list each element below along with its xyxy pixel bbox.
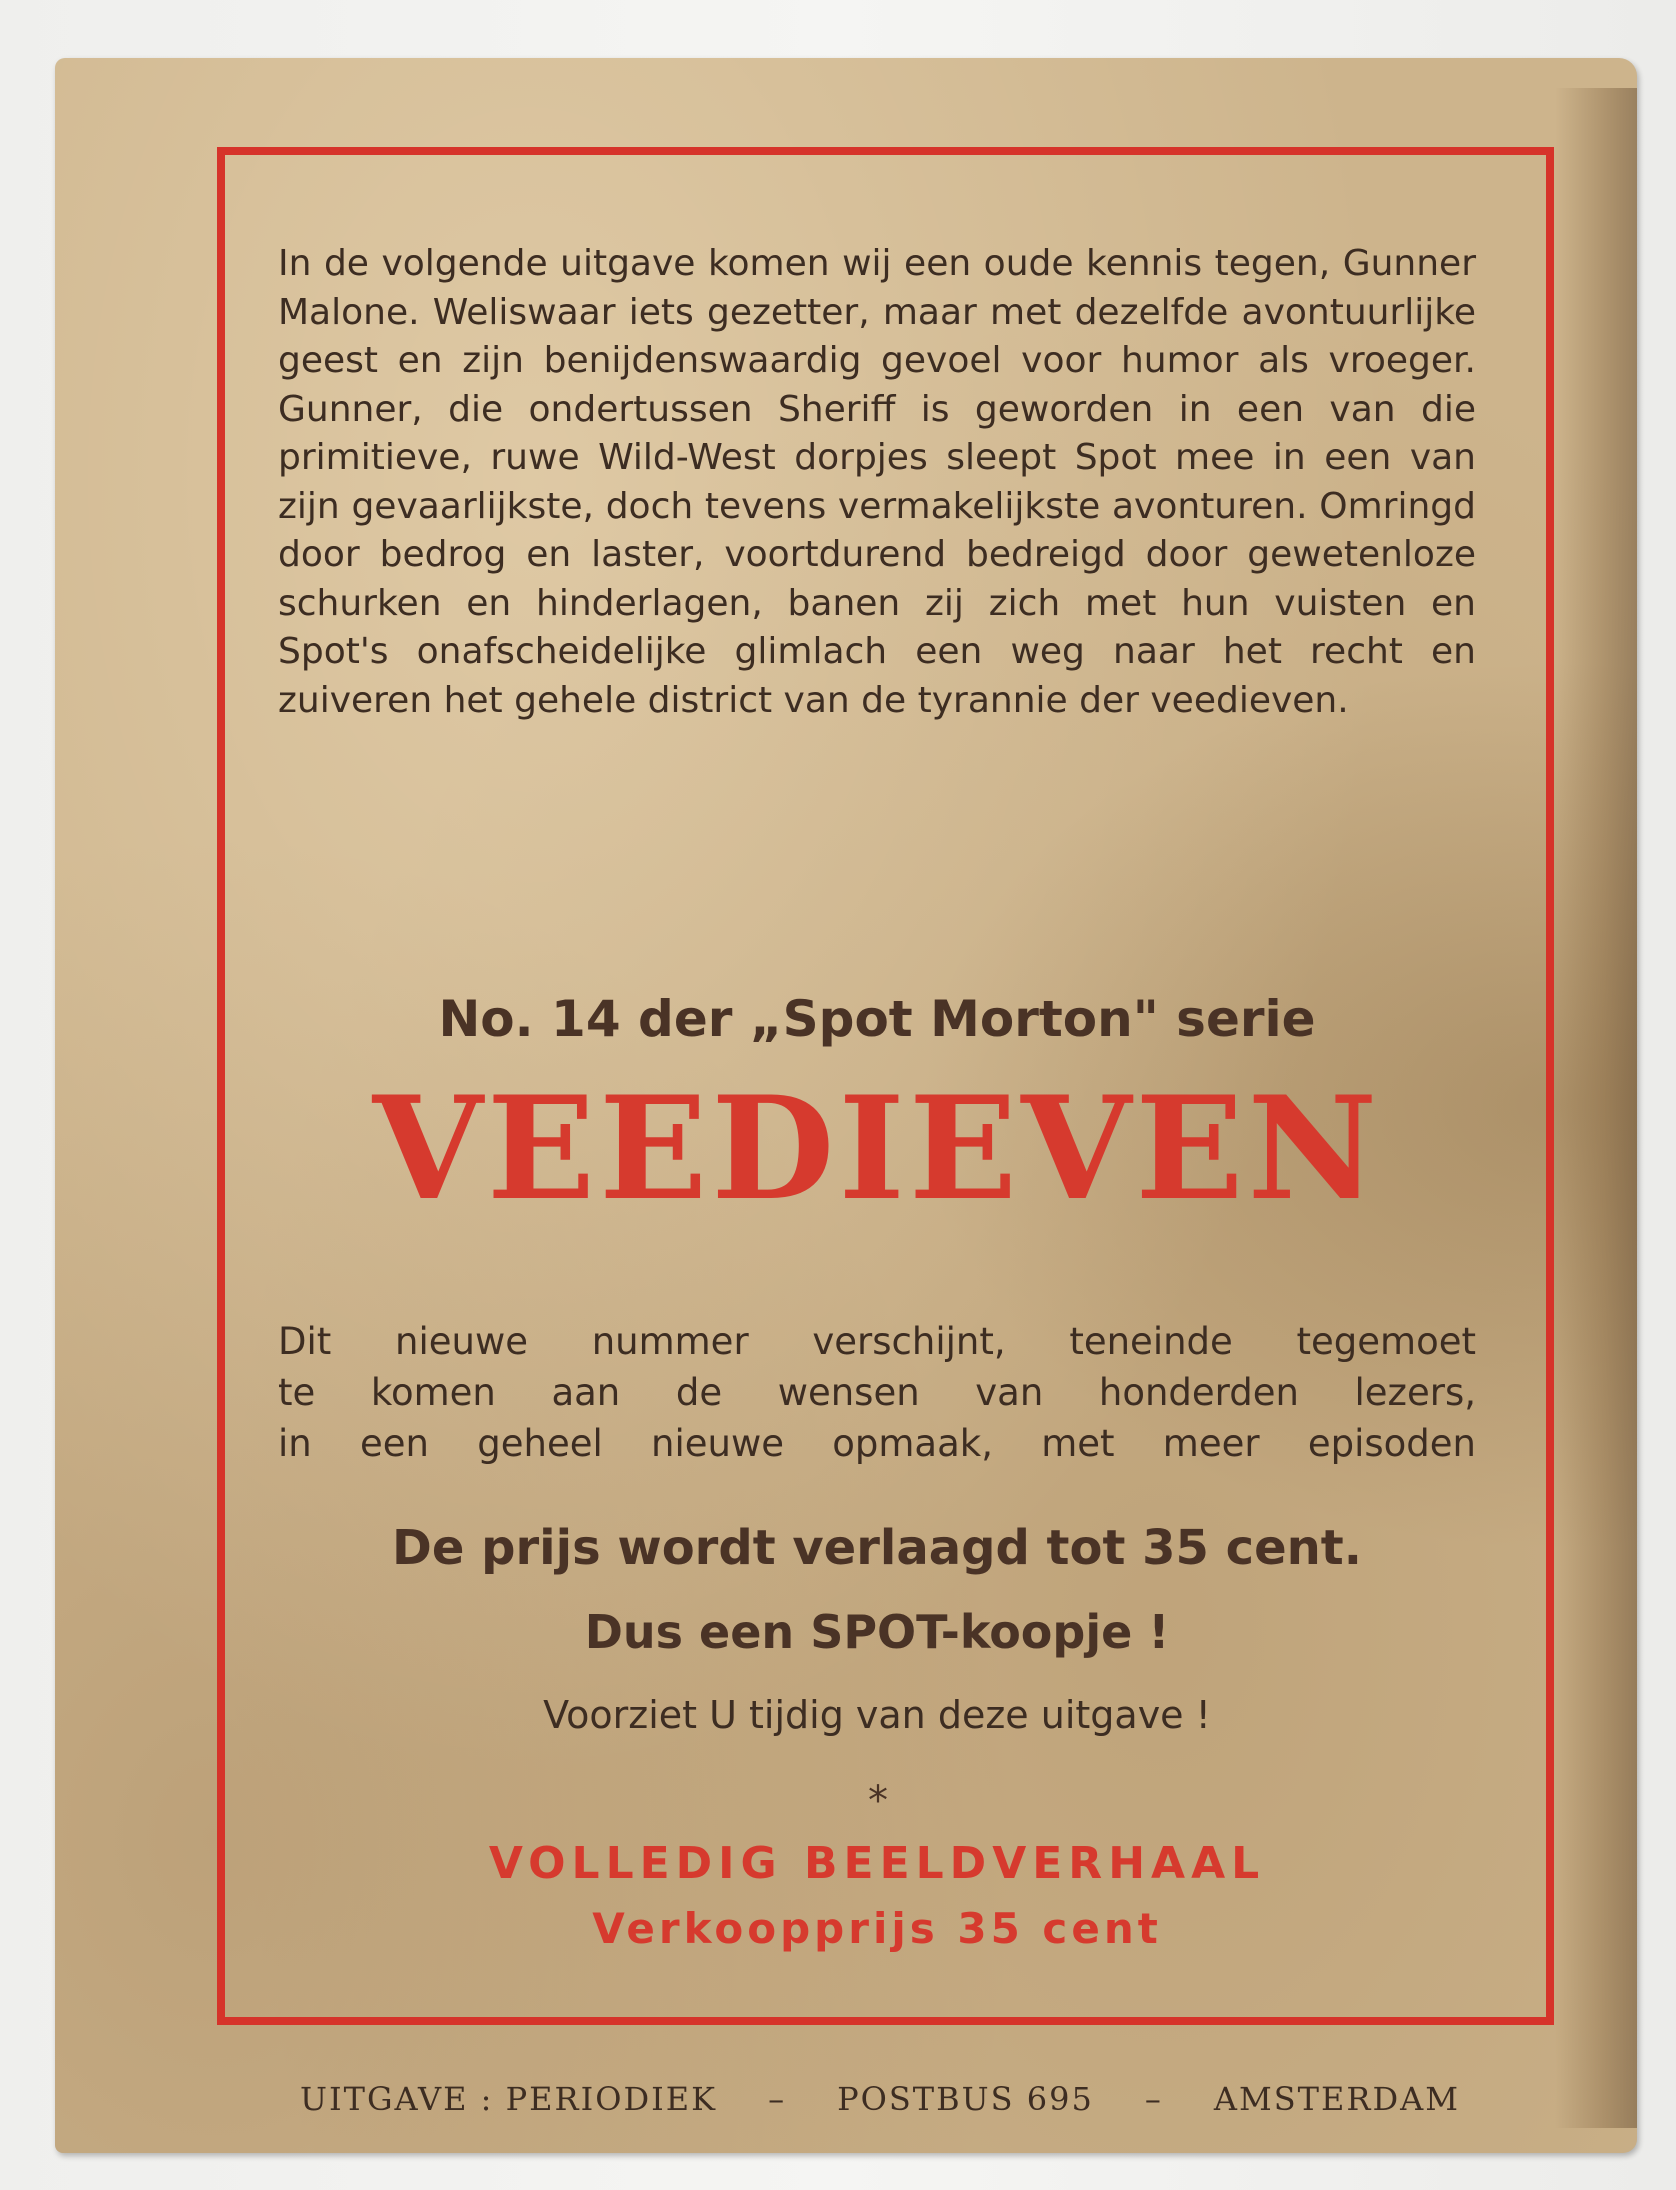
publisher-city: AMSTERDAM — [1213, 2080, 1460, 2118]
publisher-footer — [300, 2080, 1460, 2118]
series-line: No. 14 der „Spot Morton" serie — [438, 990, 1316, 1048]
footer-separator: – — [1144, 2080, 1163, 2118]
publisher-name: UITGAVE : PERIODIEK — [300, 2080, 718, 2118]
price-reduction-line: De prijs wordt verlaagd tot 35 cent. — [392, 1520, 1362, 1576]
footer-separator: – — [768, 2080, 787, 2118]
intro-paragraph: In de volgende uitgave komen wij een oude kennis tegen, Gunner Malone. Weliswaar iets gezetter, maar met dezelfde avontuurlijke geest en zijn benijdenswaardig gevoel voor humor als vroeger. Gunner, die ondertussen Sheriff is geworden in een van die primitieve, ruwe Wild-West dorpjes sleept Spot mee in een van zijn gevaarlijkste, doch tevens vermakelijkste avonturen. Omringd door bedrog en laster, voortdurend bedreigd door gewetenloze schurken en hinderlagen, banen zij zich met hun vuisten en Spot's onafscheidelijke glimlach een weg naar het recht en zuiveren het gehele district van de tyrannie der veedieven. — [278, 243, 1476, 721]
star-ornament: * — [868, 1778, 888, 1824]
po-box: POSTBUS 695 — [837, 2080, 1094, 2118]
announcement-paragraph — [278, 1316, 1476, 1469]
retail-price-label: Verkoopprijs 35 cent — [592, 1904, 1162, 1953]
worn-spine-edge — [1555, 88, 1637, 2128]
call-to-action-line: Voorziet U tijdig van deze uitgave ! — [543, 1693, 1211, 1737]
announcement-line: te komen aan de wensen van honderden lezers, — [278, 1371, 1476, 1414]
announcement-line: Dit nieuwe nummer verschijnt, teneinde tegemoet — [278, 1320, 1476, 1363]
announcement-line: in een geheel nieuwe opmaak, met meer episoden — [278, 1422, 1476, 1465]
complete-story-label: VOLLEDIG BEELDVERHAAL — [488, 1838, 1266, 1889]
issue-title: VEEDIEVEN — [372, 1066, 1382, 1232]
bargain-line: Dus een SPOT-koopje ! — [584, 1605, 1170, 1659]
